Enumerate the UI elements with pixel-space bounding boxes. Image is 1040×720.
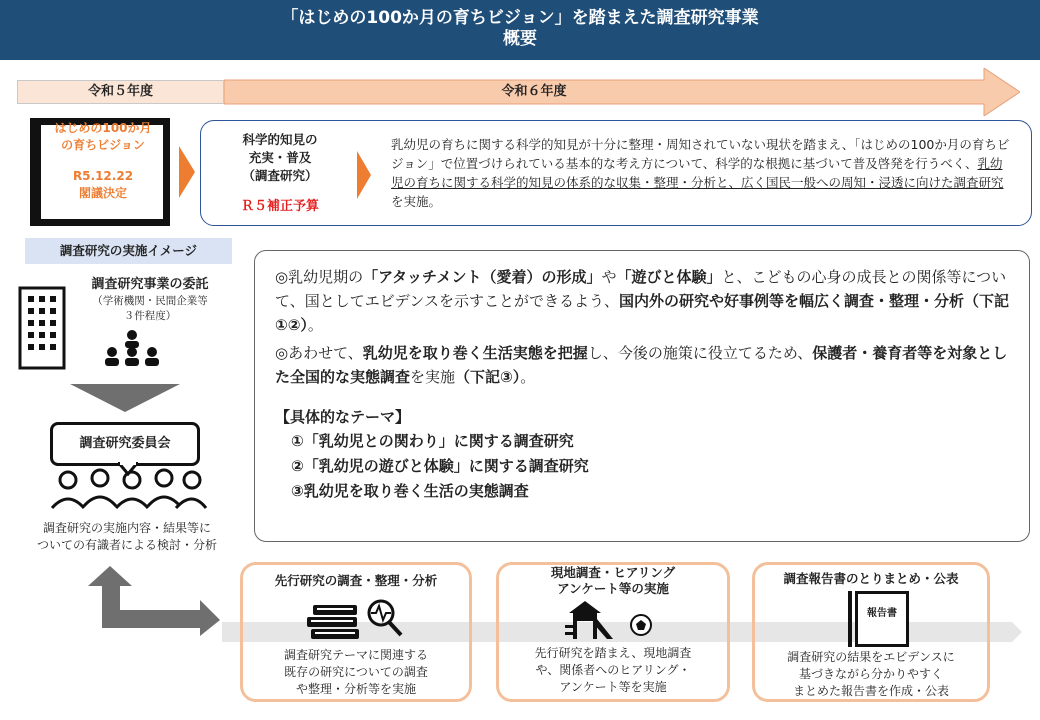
p1-d: 「遊びと体験」 (616, 268, 722, 286)
step-report (752, 562, 990, 702)
p2-e: を実施 (410, 368, 456, 386)
p2-f: （下記③） (455, 368, 521, 386)
committee-caption-line2: ついての有識者による検討・分析 (36, 538, 217, 552)
commission-sub1: （学術機関・民間企業等 (92, 295, 208, 307)
step-literature-review (240, 562, 472, 702)
step3-body-line3: まとめた報告書を作成・公表 (792, 684, 949, 698)
p2-d: 保護者・養育者等を対象とした全国的な実態調査 (275, 344, 1008, 386)
report-spine (848, 591, 852, 647)
step2-body-line2: や、関係者へのヒアリング・ (535, 663, 691, 677)
building-icon (18, 286, 66, 370)
research-desc-underlined: 乳幼児の育ちに関する科学的知見の体系的な収集・整理・分析と、広く国民一般への周知・浸透に向けた調査研究 (391, 156, 1004, 190)
theme-item: ③乳幼児を取り巻く生活の実態調査 (291, 482, 529, 500)
theme-item: ②「乳幼児の遊びと体験」に関する調査研究 (291, 457, 589, 475)
step1-body-line2: 既存の研究についての調査 (284, 665, 428, 679)
vision-book-text (40, 120, 166, 224)
page-header (0, 0, 1040, 60)
themes-heading: 【具体的なテーマ】 (275, 408, 411, 426)
step2-title-line1: 現地調査・ヒアリング (550, 565, 676, 580)
step2-body-line3: アンケート等を実施 (559, 680, 667, 694)
timeline-year-r6 (224, 68, 1020, 116)
content-box (254, 250, 1030, 542)
commission-title: 調査研究事業の委託 (91, 277, 209, 292)
p2-g: 。 (520, 368, 536, 386)
orange-arrow-icon (179, 146, 195, 198)
timeline-year-r5: 令和５年度 (17, 80, 224, 104)
step1-title: 先行研究の調査・整理・分析 (274, 573, 438, 588)
committee-caption (14, 520, 240, 554)
p1-e: と、こどもの心身の成長との関係等について、国としてエビデンスを示すことができるよう、 (275, 268, 1007, 310)
people-group-icon (100, 328, 164, 368)
timeline-year-r6-label: 令和６年度 (501, 84, 567, 99)
committee-bubble: 調査研究委員会 (50, 422, 200, 466)
step3-title: 調査報告書のとりまとめ・公表 (783, 571, 959, 586)
vision-book-line1: はじめの100か月 (54, 121, 152, 135)
step1-body-line3: や整理・分析等を実施 (295, 682, 416, 696)
p2-c: し、今後の施策に役立てるため、 (587, 344, 813, 362)
research-description (391, 135, 1011, 211)
books-search-icon (305, 595, 415, 645)
orange-arrow-icon (357, 151, 371, 199)
research-desc-text: 乳幼児の育ちに関する科学的知見が十分に整理・周知されていない現状を踏まえ、「はじめの100か月の育ちビジョン」で位置づけられている基本的な考え方について、科学的な根拠に基づいて普及啓発を行うべく、 (391, 137, 1010, 171)
vision-book-date: R5.12.22 (72, 169, 134, 183)
implementation-title: 調査研究の実施イメージ (25, 238, 232, 264)
p2-a: ◎あわせて、 (275, 344, 363, 362)
p2-b: 乳幼児を取り巻く生活実態を把握 (362, 344, 588, 362)
research-title-line3: （調査研究） (242, 168, 318, 183)
p1-f: 国内外の研究や好事例等を幅広く調査・整理・分析（下記①②） (275, 292, 1009, 334)
vision-book-decision: 閣議決定 (78, 186, 127, 200)
step-field-survey (496, 562, 730, 702)
research-box (200, 120, 1032, 226)
content-paragraph-2 (275, 341, 1015, 389)
research-title-line1: 科学的知見の (242, 132, 318, 147)
page-subtitle: 概要 (503, 29, 537, 49)
step2-body-line1: 先行研究を踏まえ、現地調査 (534, 646, 692, 660)
research-title-line2: 充実・普及 (248, 150, 312, 165)
theme-item: ①「乳幼児との関わり」に関する調査研究 (291, 432, 574, 450)
vision-book-line2: の育ちビジョン (61, 138, 145, 152)
content-paragraph-1 (275, 265, 1015, 337)
research-desc-end: を実施。 (391, 194, 442, 209)
p1-g: 。 (307, 316, 323, 334)
report-icon (855, 591, 909, 647)
budget-label: Ｒ５補正予算 (240, 199, 319, 214)
step2-title-line2: アンケート等の実施 (557, 581, 669, 596)
down-arrow-icon (70, 384, 180, 412)
commission-sub2: ３件程度） (123, 310, 177, 322)
p1-a: ◎乳幼児期の (275, 268, 364, 286)
step3-body-line2: 基づきながら分かりやすく (798, 667, 943, 681)
committee-caption-line1: 調査研究の実施内容・結果等に (42, 521, 211, 535)
report-doc-label: 報告書 (867, 608, 897, 619)
p1-c: や (601, 268, 617, 286)
committee-people-icon (48, 468, 208, 514)
elbow-arrow-icon (88, 566, 228, 636)
page-title: 「はじめの100か月の育ちビジョン」を踏まえた調査研究事業 (281, 8, 759, 28)
step1-body-line1: 調査研究テーマに関連する (283, 648, 428, 662)
research-title (215, 131, 345, 185)
commission-text (70, 276, 230, 324)
p1-b: 「アタッチメント（愛着）の形成」 (363, 268, 602, 286)
step3-body-line1: 調査研究の結果をエビデンスに (787, 650, 955, 664)
playground-ball-icon (563, 599, 663, 643)
